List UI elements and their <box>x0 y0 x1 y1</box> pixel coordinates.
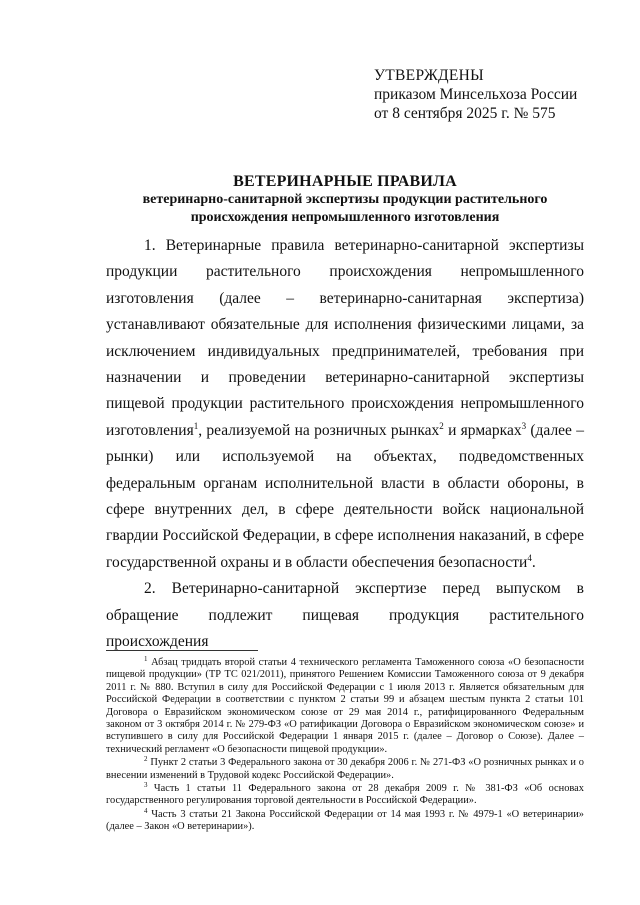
approval-date-line: от 8 сентября 2025 г. № 575 <box>374 105 556 122</box>
footnote-4 <box>106 806 584 834</box>
footnote-mark-3: 3 <box>144 781 148 790</box>
footnote-ref-3: 3 <box>521 420 527 431</box>
title-sub-line-2: происхождения непромышленного изготовления <box>190 210 500 225</box>
paragraph-1 <box>106 233 584 576</box>
title-sub-line-1: ветеринарно-санитарной экспертизы продукции растительного <box>142 192 548 207</box>
footnote-ref-2: 2 <box>439 420 444 431</box>
footnote-mark-2: 2 <box>144 755 148 764</box>
paragraph-1-text-d: (далее – рынки) или используемой на объектах, подведомственных федеральным органам исполнительной власти в области обороны, в сфере внутренних дел, в сфере деятельности войск национальной гвардии Российской Федерации, в сфере исполнения наказаний, в сфере государственной охраны и в области обеспечения безопасности <box>106 421 584 571</box>
approval-order-line: приказом Минсельхоза России <box>374 86 578 103</box>
footnote-mark-1: 1 <box>144 655 148 663</box>
paragraph-1-end: . <box>531 553 536 571</box>
footnote-separator <box>106 650 258 651</box>
footnote-4-text: Часть 3 статьи 21 Закона Российской Федерации от 14 мая 1993 г. № 4979-1 «О ветеринарии» (далее – Закон «О ветеринарии»). <box>106 808 584 833</box>
document-title <box>80 172 610 227</box>
footnote-3-text: Часть 1 статьи 11 Федерального закона от 28 декабря 2009 г. № 381-ФЗ «Об основах государственного регулирования торговой деятельности в Российской Федерации». <box>106 783 584 807</box>
approval-block <box>374 66 577 123</box>
footnote-1-text: Абзац тридцать второй статьи 4 технического регламента Таможенного союза «О безопасности пищевой продукции» (ТР ТС 021/2011), принятого Решением Комиссии Таможенного союза от 9 декабря 2011 г. № 880. Вступил в силу для Российской Федерации с 1 июля 2013 г. Является обязательным для Российской Федерации в соответствии с пунктом 2 статьи 99 и абзацем шестым пункта 2 статьи 101 Договора о Евразийском экономическом союзе от 29 мая 2014 г., ратифицированного Федеральным законом от 3 октября 2014 г. № 279-ФЗ «О ратификации Договора о Евразийском экономическом союзе» и вступившего в силу для Российской Федерации 1 января 2015 г. (далее – Договор о Союзе). Далее – технический регламент «О безопасности пищевой продукции». <box>106 657 584 755</box>
footnote-mark-4: 4 <box>144 806 148 815</box>
footnote-ref-1: 1 <box>193 420 199 431</box>
title-main: ВЕТЕРИНАРНЫЕ ПРАВИЛА <box>233 173 457 190</box>
footnote-2-text: Пункт 2 статьи 3 Федерального закона от 30 декабря 2006 г. № 271-ФЗ «О розничных рынках и о внесении изменений в Трудовой кодекс Российской Федерации». <box>106 757 584 781</box>
footnote-1 <box>106 657 584 756</box>
footnote-ref-4: 4 <box>527 552 532 563</box>
footnotes <box>106 657 584 835</box>
document-body <box>106 233 584 656</box>
paragraph-1-text-a: 1. Ветеринарные правила ветеринарно-санитарной экспертизы продукции растительного происхождения непромышленного изготовления (далее – ветеринарно-санитарная экспертиза) устанавливают обязательные для исполнения физическими лицами, за исключением индивидуальных предпринимателей, требования при назначении и проведении ветеринарно-санитарной экспертизы пищевой продукции растительного происхождения непромышленного изготовления <box>106 237 584 439</box>
paragraph-1-text-c: и ярмарках <box>443 421 522 439</box>
paragraph-1-text-b: , реализуемой на розничных рынках <box>198 421 440 439</box>
paragraph-2: 2. Ветеринарно-санитарной экспертизе перед выпуском в обращение подлежит пищевая продукция растительного происхождения <box>106 580 584 651</box>
footnote-2 <box>106 757 584 782</box>
footnote-3 <box>106 783 584 808</box>
approval-heading: УТВЕРЖДЕНЫ <box>374 67 484 84</box>
